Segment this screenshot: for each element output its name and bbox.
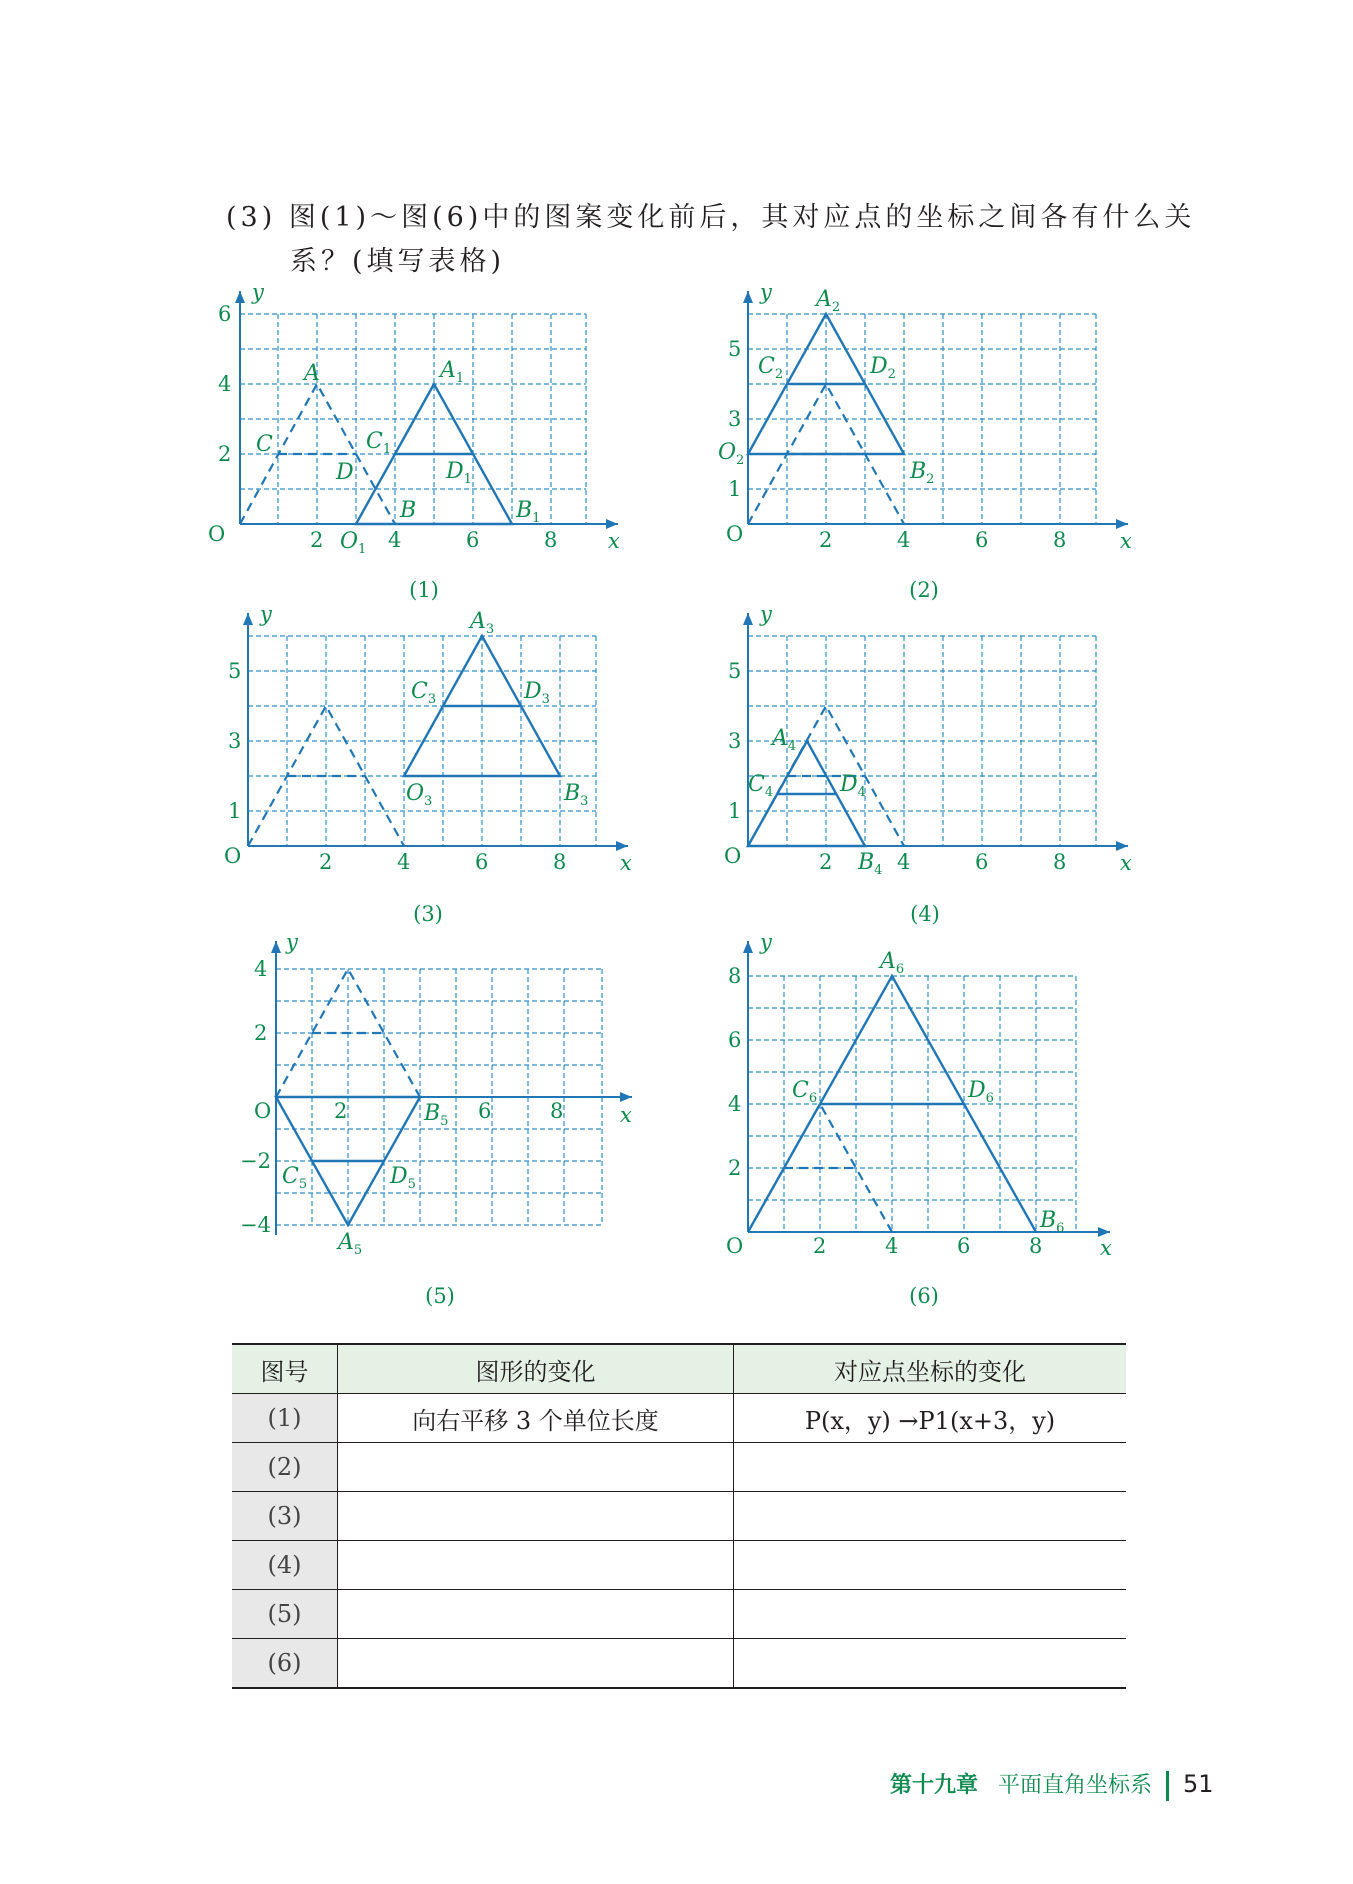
x-tick: 2 — [310, 528, 324, 552]
x-tick: 8 — [1029, 1234, 1043, 1258]
origin-label: O — [254, 1099, 272, 1123]
origin-label: O — [726, 522, 744, 546]
shape-change-cell[interactable] — [338, 1541, 734, 1590]
x-tick: 8 — [544, 528, 558, 552]
x-tick: 4 — [885, 1234, 899, 1258]
y-axis-label: y — [760, 280, 772, 304]
y-tick: 8 — [728, 964, 742, 988]
x-tick: 8 — [1053, 850, 1067, 874]
x-axis-label: x — [1120, 529, 1132, 553]
row-number: (5) — [232, 1590, 338, 1639]
y-tick: 6 — [728, 1028, 742, 1052]
x-tick: 4 — [397, 850, 411, 874]
table-row — [232, 1492, 1126, 1541]
row-number: (4) — [232, 1541, 338, 1590]
x-axis-label: x — [620, 1103, 632, 1127]
coordinate-change-cell: P(x，y) →P1(x+3，y) — [734, 1394, 1127, 1443]
figure-4-caption: (4) — [910, 902, 940, 926]
point-B: B — [400, 498, 417, 523]
figure-5-caption: (5) — [425, 1284, 455, 1308]
figure-3 — [218, 602, 638, 892]
y-tick: 6 — [218, 302, 232, 326]
coordinate-change-cell[interactable] — [734, 1541, 1127, 1590]
header-coordinate-change: 对应点坐标的变化 — [734, 1344, 1127, 1394]
point-D2: $D_2$ — [870, 354, 896, 382]
x-tick: 6 — [975, 528, 989, 552]
y-tick: 5 — [728, 659, 742, 683]
point-C3: $C_3$ — [411, 679, 437, 707]
figure-5-graph — [232, 930, 652, 1260]
row-number: (3) — [232, 1492, 338, 1541]
row-number: (2) — [232, 1443, 338, 1492]
point-A4: $A_4$ — [772, 726, 797, 754]
point-B6: $B_6$ — [1040, 1208, 1065, 1236]
x-tick: 2 — [319, 850, 333, 874]
y-tick: 1 — [728, 477, 742, 501]
figure-2 — [718, 280, 1138, 570]
grid — [248, 636, 596, 846]
row-number: (1) — [232, 1394, 338, 1443]
y-tick: 5 — [728, 337, 742, 361]
table-header-row — [232, 1344, 1126, 1394]
header-shape-change: 图形的变化 — [338, 1344, 734, 1394]
point-B4: $B_4$ — [858, 850, 883, 878]
point-C5: $C_5$ — [282, 1164, 308, 1192]
footer-divider — [1166, 1771, 1169, 1801]
point-C1: $C_1$ — [366, 429, 392, 457]
figure-6-graph — [718, 930, 1138, 1260]
x-tick: 2 — [334, 1099, 348, 1123]
grid — [748, 636, 1096, 846]
grid — [748, 314, 1096, 524]
origin-label: O — [224, 844, 242, 868]
row-number: (6) — [232, 1639, 338, 1689]
figure-2-caption: (2) — [909, 578, 939, 602]
coordinate-change-cell[interactable] — [734, 1639, 1127, 1689]
y-axis-label: y — [760, 602, 772, 626]
chapter-title: 平面直角坐标系 — [998, 1773, 1153, 1798]
x-tick: 2 — [819, 528, 833, 552]
x-axis-label: x — [1120, 851, 1132, 875]
y-tick: 3 — [228, 729, 242, 753]
figure-6 — [718, 930, 1138, 1260]
x-tick: 6 — [975, 850, 989, 874]
point-D5: $D_5$ — [390, 1164, 416, 1192]
question-line-2: 系？(填写表格) — [290, 246, 506, 277]
shape-change-cell[interactable] — [338, 1443, 734, 1492]
x-tick: 6 — [475, 850, 489, 874]
page-number: 51 — [1183, 1770, 1214, 1798]
point-A3: $A_3$ — [470, 609, 495, 637]
shape-change-cell[interactable] — [338, 1639, 734, 1689]
point-D4: $D_4$ — [840, 772, 866, 800]
point-D1: $D_1$ — [446, 459, 472, 487]
y-tick: 1 — [228, 799, 242, 823]
point-A6: $A_6$ — [880, 949, 905, 977]
table-row — [232, 1590, 1126, 1639]
y-tick: −4 — [240, 1213, 271, 1237]
y-tick: 3 — [728, 407, 742, 431]
chapter-label: 第十九章 — [890, 1773, 979, 1798]
point-C4: $C_4$ — [748, 772, 774, 800]
y-tick: 5 — [228, 659, 242, 683]
figure-2-graph — [718, 280, 1138, 570]
point-O3: $O_3$ — [406, 781, 433, 809]
point-D: D — [336, 460, 354, 485]
figure-5 — [232, 930, 652, 1260]
figure-4 — [718, 602, 1138, 892]
y-tick: 2 — [218, 442, 232, 466]
answer-table — [232, 1343, 1126, 1689]
coordinate-change-cell[interactable] — [734, 1590, 1127, 1639]
point-A2: $A_2$ — [816, 287, 841, 315]
x-tick: 6 — [466, 528, 480, 552]
x-axis-label: x — [1100, 1236, 1112, 1260]
table-row — [232, 1394, 1126, 1443]
x-tick: 4 — [897, 850, 911, 874]
point-A1: $A_1$ — [440, 358, 465, 386]
point-C2: $C_2$ — [758, 354, 784, 382]
x-tick: 4 — [897, 528, 911, 552]
coordinate-change-cell[interactable] — [734, 1492, 1127, 1541]
x-axis-label: x — [608, 529, 620, 553]
point-D3: $D_3$ — [524, 679, 550, 707]
figure-1-caption: (1) — [409, 578, 439, 602]
figure-3-caption: (3) — [413, 902, 443, 926]
figure-6-caption: (6) — [909, 1284, 939, 1308]
x-axis-label: x — [620, 851, 632, 875]
y-tick: 2 — [728, 1156, 742, 1180]
point-B2: $B_2$ — [910, 459, 935, 487]
x-tick: 4 — [388, 528, 402, 552]
figure-4-graph — [718, 602, 1138, 892]
x-tick: 8 — [1053, 528, 1067, 552]
table-row — [232, 1639, 1126, 1689]
x-tick: 6 — [957, 1234, 971, 1258]
y-axis-label: y — [286, 930, 298, 954]
header-figure-number: 图号 — [232, 1344, 338, 1394]
y-tick: 3 — [728, 729, 742, 753]
x-tick: 6 — [478, 1099, 492, 1123]
figure-1 — [208, 280, 638, 570]
point-D6: $D_6$ — [968, 1078, 994, 1106]
origin-label: O — [724, 844, 742, 868]
question-line-1: (3) 图(1)～图(6)中的图案变化前后，其对应点的坐标之间各有什么关 — [226, 202, 1196, 233]
x-tick: 2 — [813, 1234, 827, 1258]
shape-change-cell[interactable] — [338, 1590, 734, 1639]
point-C6: $C_6$ — [792, 1078, 818, 1106]
y-tick: 4 — [218, 372, 232, 396]
y-axis-label: y — [760, 930, 772, 954]
y-axis-label: y — [260, 602, 272, 626]
coordinate-change-cell[interactable] — [734, 1443, 1127, 1492]
point-A5: $A_5$ — [338, 1230, 363, 1258]
point-B1: $B_1$ — [516, 498, 541, 526]
table-row — [232, 1541, 1126, 1590]
y-tick: 1 — [728, 799, 742, 823]
x-tick: 8 — [550, 1099, 564, 1123]
x-tick: 2 — [819, 850, 833, 874]
point-O1: $O_1$ — [340, 529, 367, 557]
page-footer — [890, 1768, 1214, 1801]
point-B5: $B_5$ — [424, 1101, 449, 1129]
origin-label: O — [726, 1234, 744, 1258]
y-axis-label: y — [252, 280, 264, 304]
figure-3-graph — [218, 602, 638, 892]
point-A: A — [304, 361, 320, 386]
point-C: C — [256, 432, 273, 457]
x-tick: 8 — [553, 850, 567, 874]
y-tick: 4 — [728, 1092, 742, 1116]
point-B3: $B_3$ — [564, 781, 589, 809]
y-tick: 4 — [254, 957, 268, 981]
figure-1-graph — [208, 280, 638, 570]
shape-change-cell: 向右平移 3 个单位长度 — [338, 1394, 734, 1443]
shape-change-cell[interactable] — [338, 1492, 734, 1541]
grid — [240, 314, 586, 524]
y-tick: −2 — [240, 1149, 271, 1173]
table-row — [232, 1443, 1126, 1492]
question-text — [226, 196, 1195, 284]
origin-label: O — [208, 522, 226, 546]
point-O2: $O_2$ — [718, 440, 745, 468]
y-tick: 2 — [254, 1021, 268, 1045]
